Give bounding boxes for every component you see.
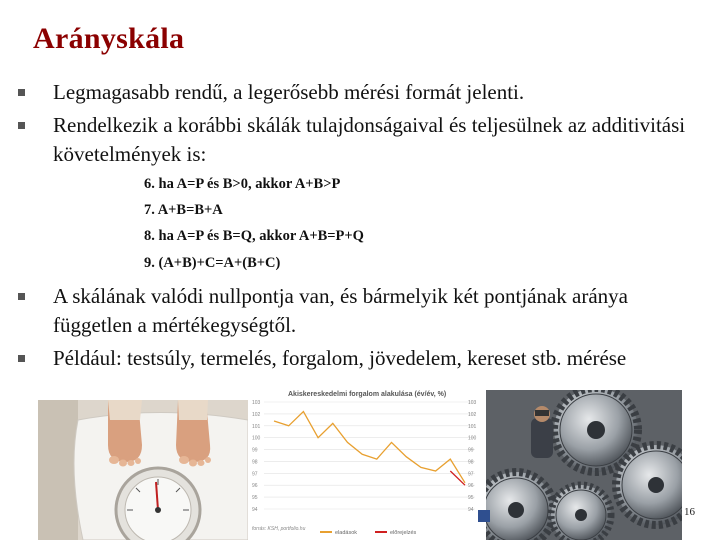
legend-label-forecast: előrejelzés (390, 530, 417, 536)
page-title: Arányskála (33, 22, 185, 55)
property-line: 7. A+B=B+A (144, 202, 223, 218)
y-tick-label-right: 99 (468, 447, 474, 454)
y-tick-label-right: 94 (468, 507, 474, 513)
bullet-square-icon (18, 89, 25, 96)
y-tick-label-right: 100 (468, 435, 477, 442)
property-line: 9. (A+B)+C=A+(B+C) (144, 255, 281, 271)
chart-panel (250, 384, 482, 540)
y-tick-label: 102 (252, 411, 261, 418)
chart-title: Akiskereskedelmi forgalom alakulása (év/év, %) (288, 391, 447, 398)
bullet-text: A skálának valódi nullpontja van, és bármelyik két pontjának aránya független a mértékegységtől. (53, 284, 628, 337)
chart-lines (274, 412, 465, 486)
chart-grid (264, 402, 475, 509)
y-tick-label-right: 97 (468, 471, 474, 478)
bullet-square-icon (18, 293, 25, 300)
line-chart (250, 384, 482, 540)
legend-label-sales: eladások (335, 530, 358, 536)
y-tick-label: 101 (252, 423, 261, 430)
y-tick-label-right: 96 (468, 483, 474, 490)
bullet-text: Például: testsúly, termelés, forgalom, jövedelem, kereset stb. mérése (53, 346, 627, 370)
gears-photo (486, 390, 682, 540)
gears-illustration (486, 390, 682, 540)
y-tick-label: 99 (252, 447, 258, 454)
series-line (274, 412, 465, 483)
bullet-text: Legmagasabb rendű, a legerősebb mérési formát jelenti. (53, 80, 525, 104)
y-tick-label: 94 (252, 507, 258, 513)
property-line: 6. ha A=P és B>0, akkor A+B>P (144, 176, 341, 192)
y-tick-label: 100 (252, 435, 261, 442)
scale-photo (38, 400, 248, 540)
property-line: 8. ha A=P és B=Q, akkor A+B=P+Q (144, 228, 364, 244)
y-tick-label-right: 103 (468, 400, 477, 406)
page-number: 16 (684, 506, 695, 518)
y-tick-label-right: 102 (468, 411, 477, 418)
y-tick-label-right: 98 (468, 459, 474, 466)
y-tick-label: 96 (252, 483, 258, 490)
y-tick-label: 103 (252, 400, 261, 406)
y-tick-label-right: 95 (468, 495, 474, 502)
bullet-square-icon (18, 355, 25, 362)
footer-accent-block (478, 510, 490, 522)
y-tick-label: 98 (252, 459, 258, 466)
chart-source: forrás: KSH, portfolio.hu (252, 526, 306, 532)
chart-legend (320, 530, 417, 536)
scale-illustration (38, 400, 248, 540)
chart-y-ticks (252, 400, 477, 513)
y-tick-label: 95 (252, 495, 258, 502)
bullet-square-icon (18, 122, 25, 129)
y-tick-label: 97 (252, 471, 258, 478)
bullet-text: Rendelkezik a korábbi skálák tulajdonságaival és teljesülnek az additivitási követelmények is: (53, 113, 686, 166)
y-tick-label-right: 101 (468, 423, 477, 430)
